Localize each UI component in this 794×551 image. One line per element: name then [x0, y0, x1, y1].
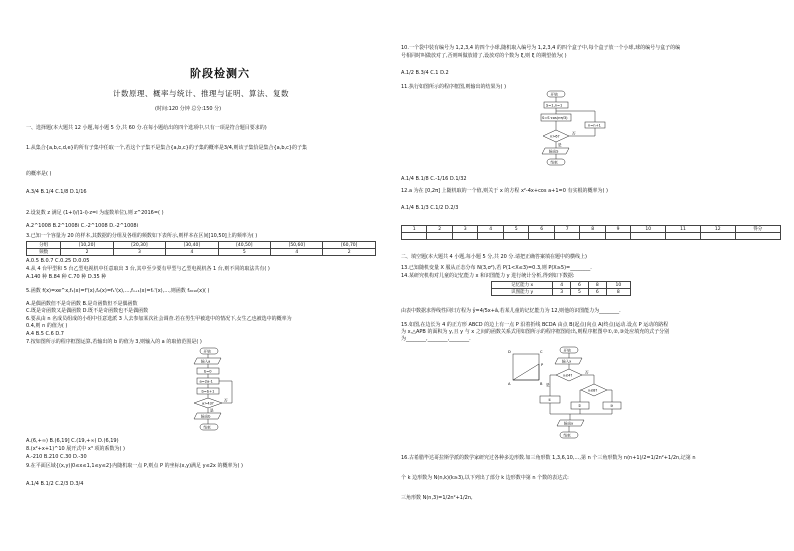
flow-start-text: 开始 [563, 348, 571, 353]
square-abcd [513, 354, 539, 380]
table-cell: 2 [61, 249, 113, 256]
q5-option-ab: A.是偶函数但不是奇函数 B.是奇函数但不是偶函数 [26, 301, 138, 307]
answer-cell-11: 11 [666, 226, 701, 233]
flow-cond-text: a>43? [202, 401, 214, 406]
flow-output-text: 输出b [201, 414, 211, 419]
flow-yes-label: 是 [210, 408, 214, 413]
q8-stem: 8.(x²+x+1)^10 展开式中 x³ 项的系数为( ) [26, 446, 125, 452]
q14-regression: 由表中数据求得线性回归方程为 ŷ=4/5x+â,若某儿童的记忆能力为 12,则他的识图能力为________. [401, 308, 621, 314]
answer-blank[interactable] [631, 233, 666, 240]
table-cell: [50,60] [271, 242, 323, 249]
section-2-heading: 二、填空题(本大题共 4 小题,每小题 5 分,共 20 分.请把正确答案填在题中的横线上) [401, 254, 587, 260]
q12-options: A.1/4 B.1/3 C.1/2 D.2/3 [401, 205, 459, 211]
q1-line-2: 的概率是( ) [26, 171, 52, 177]
table-cell: 分组 [27, 242, 61, 249]
flow-box-2-text: ② [578, 403, 582, 408]
q10-line-2: 号相同时叫做放对了,否则叫做放错了,设放对的个数为 ξ,则 ξ 的期望值为( ) [401, 53, 567, 59]
answer-cell-9: 9 [605, 226, 630, 233]
table-cell: 2 [323, 249, 376, 256]
flow-input-text: 输入x [562, 359, 572, 364]
answer-cell-7: 7 [554, 226, 579, 233]
q15-line-3: 为________,________,________. [401, 336, 471, 342]
flow-output-text: 输出S [549, 149, 559, 154]
table-cell: 5 [218, 249, 270, 256]
q16-triangle-item: 三角形数 N(n,3)=1/2n²+1/2n, [401, 495, 473, 501]
vertex-a: A [508, 382, 511, 386]
q7-flowchart [176, 347, 256, 435]
right-column [397, 0, 787, 551]
q2-stem: 2.设复数 z 满足 (1+i)/(1-i)·z=i 为虚数单位),则 z^2016=( ) [26, 210, 164, 216]
flow-b0-text: b=0 [204, 369, 212, 374]
exam-meta: (时间:120 分钟 总分:150 分) [155, 106, 222, 112]
exam-title: 阶段检测六 [190, 67, 250, 80]
flow-inc-text: b=b+1 [201, 389, 215, 394]
section-1-heading: 一、选择题(本大题共 12 小题,每小题 5 分,共 60 分.在每小题给出的四个选项中,只有一项是符合题目要求的) [26, 125, 267, 131]
answer-blank[interactable] [580, 233, 605, 240]
q6-line-1: 6.要从由 n 名成员组成的小组中任意选派 3 人去参加某次社会调查.若在男生甲被选中的情况下,女生乙也被选中的概率为 [26, 316, 292, 322]
flow-box-1-text: ① [548, 397, 552, 402]
answer-blank[interactable] [700, 233, 735, 240]
table-row [492, 282, 631, 289]
table-cell: 识图能力 y [492, 289, 553, 296]
answer-cell-8: 8 [580, 226, 605, 233]
flow-init-text: S=1,n=1 [546, 103, 563, 108]
flow-start-text: 开始 [203, 349, 211, 354]
flow-input-text: 输入a [201, 359, 211, 364]
q9-options: A.1/4 B.1/2 C.2/3 D.3/4 [26, 481, 84, 487]
q3-stem: 3.已知一个容量为 20 的样本,其数据的分组及各组的频数如下表所示,则样本在区间[10,50]上的频率为( ) [26, 233, 258, 239]
table-cell: 频数 [27, 249, 61, 256]
answer-cell-2: 2 [427, 226, 452, 233]
table-cell: 3 [113, 249, 165, 256]
answer-cell-4: 4 [478, 226, 503, 233]
flow-box-3-text: ③ [610, 403, 614, 408]
answer-cell-1: 1 [402, 226, 427, 233]
flow-no-label: 否 [224, 398, 228, 403]
q15-line-2: 为 x,△APB 的面积为 y,且 y 与 x 之间的函数关系式用如图所示的程序框图给出,则程序框图中①,②,③处应填充的式子分别 [401, 329, 670, 335]
table-cell: [10,20] [61, 242, 113, 249]
flow-assign-text: a=2a-1 [199, 379, 213, 384]
table-cell: 8 [606, 289, 630, 296]
triangle-apb [513, 364, 539, 380]
table-row [27, 249, 376, 256]
answer-blank[interactable] [529, 233, 554, 240]
table-row [402, 226, 781, 233]
answer-table [401, 225, 781, 240]
exam-subtitle: 计数原理、概率与统计、推理与证明、算法、复数 [113, 89, 289, 98]
q10-options: A.1/2 B.3/4 C.1 D.2 [401, 70, 449, 76]
flow-no-label: 否 [572, 131, 576, 136]
answer-blank[interactable] [478, 233, 503, 240]
q11-options: A.1/4 B.1/8 C.-1/16 D.1/32 [401, 176, 467, 182]
table-cell: [20,30] [113, 242, 165, 249]
table-cell: 4 [271, 249, 323, 256]
table-cell: 6 [588, 289, 606, 296]
flow-cond-text: n>6? [550, 134, 560, 139]
answer-cell-5: 5 [503, 226, 528, 233]
point-p: P [541, 363, 544, 367]
table-cell: 4 [553, 282, 571, 289]
flow-yes-label: 是 [558, 143, 562, 147]
q3-options: A.0.5 B.0.7 C.0.25 D.0.05 [26, 258, 90, 264]
answer-cell-3: 3 [452, 226, 477, 233]
q14-data-table [491, 281, 631, 296]
q2-options: A.2^1008 B.2^1008i C.-2^1008 D.-2^1008i [26, 223, 138, 229]
table-cell: 记忆能力 x [492, 282, 553, 289]
q11-flowchart [537, 90, 617, 174]
table-cell: 3 [553, 289, 571, 296]
score-blank[interactable] [735, 233, 780, 240]
left-column [0, 0, 390, 551]
flow-output-text: 输出y [564, 421, 574, 426]
flow-cond-1-text: x≤4? [563, 373, 573, 378]
q4-stem: 4.从 4 台甲型和 5 台乙型电视机中任意取出 3 台,其中至少要有甲型与乙型电视机各 1 台,则不同的取法共有( ) [26, 266, 270, 272]
answer-blank[interactable] [452, 233, 477, 240]
q6-line-2: 0.4,则 n 的值为( ) [26, 323, 68, 329]
flow-cond-2-text: x≤8? [588, 388, 598, 393]
q16-line-1: 16.古希腊毕达哥拉斯学派的数学家研究过各种多边形数.如三角形数 1,3,6,10,…,第 n 个三角形数为 n(n+1)/2=1/2n²+1/2n,记第 n [401, 455, 696, 461]
flow-end-text: 结束 [550, 160, 558, 165]
answer-cell-10: 10 [631, 226, 666, 233]
answer-blank[interactable] [666, 233, 701, 240]
table-cell: 8 [588, 282, 606, 289]
q5-option-cd: C.既是奇函数又是偶函数 D.既不是奇函数也不是偶函数 [26, 308, 149, 314]
q1-options: A.3/4 B.1/4 C.1/8 D.1/16 [26, 189, 87, 195]
table-cell: [40,50] [218, 242, 270, 249]
flow-yes-label: 是 [546, 383, 550, 387]
q1-line-1: 1.从集合{a,b,c,d,e}的所有子集中任取一个,若这个子集不是集合{a,b,c}的子集的概率是3/4,则该子集恰是集合{a,b,c}的子集 [26, 145, 308, 151]
q5-stem: 5.函数 f(x)=xe^x,f₁(x)=f'(x),f₂(x)=f₁'(x),…,fₙ₊₁(x)=fₙ'(x),…,则函数 f₂₀₁₆(x)( ) [26, 288, 210, 294]
answer-cell-12: 12 [700, 226, 735, 233]
answer-blank[interactable] [605, 233, 630, 240]
q11-stem: 11.执行如图所示的程序框图,则输出的结果为( ) [401, 84, 507, 90]
answer-blank[interactable] [427, 233, 452, 240]
table-cell: 5 [571, 289, 589, 296]
flow-start-text: 开始 [550, 92, 558, 97]
flow-end-text: 结束 [563, 433, 571, 438]
q15-line-1: 15.如图,在边长为 4 的正方形 ABCD 的边上有一点 P 沿着折线 BCDA 由点 B(起点)向点 A(终点)运动.设点 P 运动的路程 [401, 322, 669, 328]
table-cell: 6 [571, 282, 589, 289]
flow-inc-text: n=n+1 [588, 123, 601, 128]
answer-blank[interactable] [503, 233, 528, 240]
q3-frequency-table [26, 241, 376, 256]
q6-options: A.4 B.5 C.6 D.7 [26, 331, 64, 337]
table-row [492, 289, 631, 296]
table-cell: 4 [166, 249, 218, 256]
flow-no-label: 否 [585, 370, 589, 375]
vertex-b: B [540, 382, 543, 386]
vertex-d: D [508, 350, 511, 354]
table-cell: [60,70] [323, 242, 376, 249]
answer-blank[interactable] [554, 233, 579, 240]
q14-stem: 14.某研究机构对儿童的记忆能力 x 和识图能力 y 进行统计分析,得到如下数据: [401, 273, 575, 279]
table-row [27, 242, 376, 249]
q13-stem: 13.已知随机变量 X 服从正态分布 N(3,σ²),若 P(1<X≤3)=0.3,则 P(X≥5)=________. [401, 265, 592, 271]
q7-options: A.(6,+∞) B.(6,19] C.(19,+∞) D.(6,19) [26, 438, 119, 444]
answer-blank[interactable] [402, 233, 427, 240]
flow-end-text: 结束 [203, 425, 211, 430]
q9-stem: 9.在平面区域{(x,y)|0≤x≤1,1≤y≤2}内随机取一点 P,则点 P 的坐标(x,y)满足 y≤2x 的概率为( ) [26, 463, 243, 469]
q7-stem: 7.按如图所示的程序框图运算,若输出的 b 的值为 3,则输入的 a 的取值范围是( ) [26, 339, 202, 345]
q15-flowchart [537, 346, 637, 446]
answer-cell-6: 6 [529, 226, 554, 233]
table-cell: 10 [606, 282, 630, 289]
q16-line-2: 个 k 边形数为 N(n,k)(k≥3),以下列出了部分 k 边形数中第 n 个数的表达式: [401, 475, 569, 481]
score-cell: 得分 [735, 226, 780, 233]
q8-options: A.-210 B.210 C.30 D.-30 [26, 454, 87, 460]
vertex-c: C [540, 350, 543, 354]
q12-stem: 12.a 为在 [0,2π] 上随机取的一个值,则关于 x 的方程 x²-4x+cos a+1=0 有实根的概率为( ) [401, 188, 608, 194]
q10-line-1: 10.一个袋中装有编号为 1,2,3,4 的四个小球,随机取入编号为 1,2,3,4 的四个盒子中,每个盒子放一个小球,球的编号与盒子的编 [401, 45, 681, 51]
q4-options: A.140 种 B.84 种 C.70 种 D.35 种 [26, 274, 107, 280]
table-cell: [30,40] [166, 242, 218, 249]
flow-calc-text: S=S·cos(nπ/3) [542, 115, 568, 120]
table-row [402, 233, 781, 240]
